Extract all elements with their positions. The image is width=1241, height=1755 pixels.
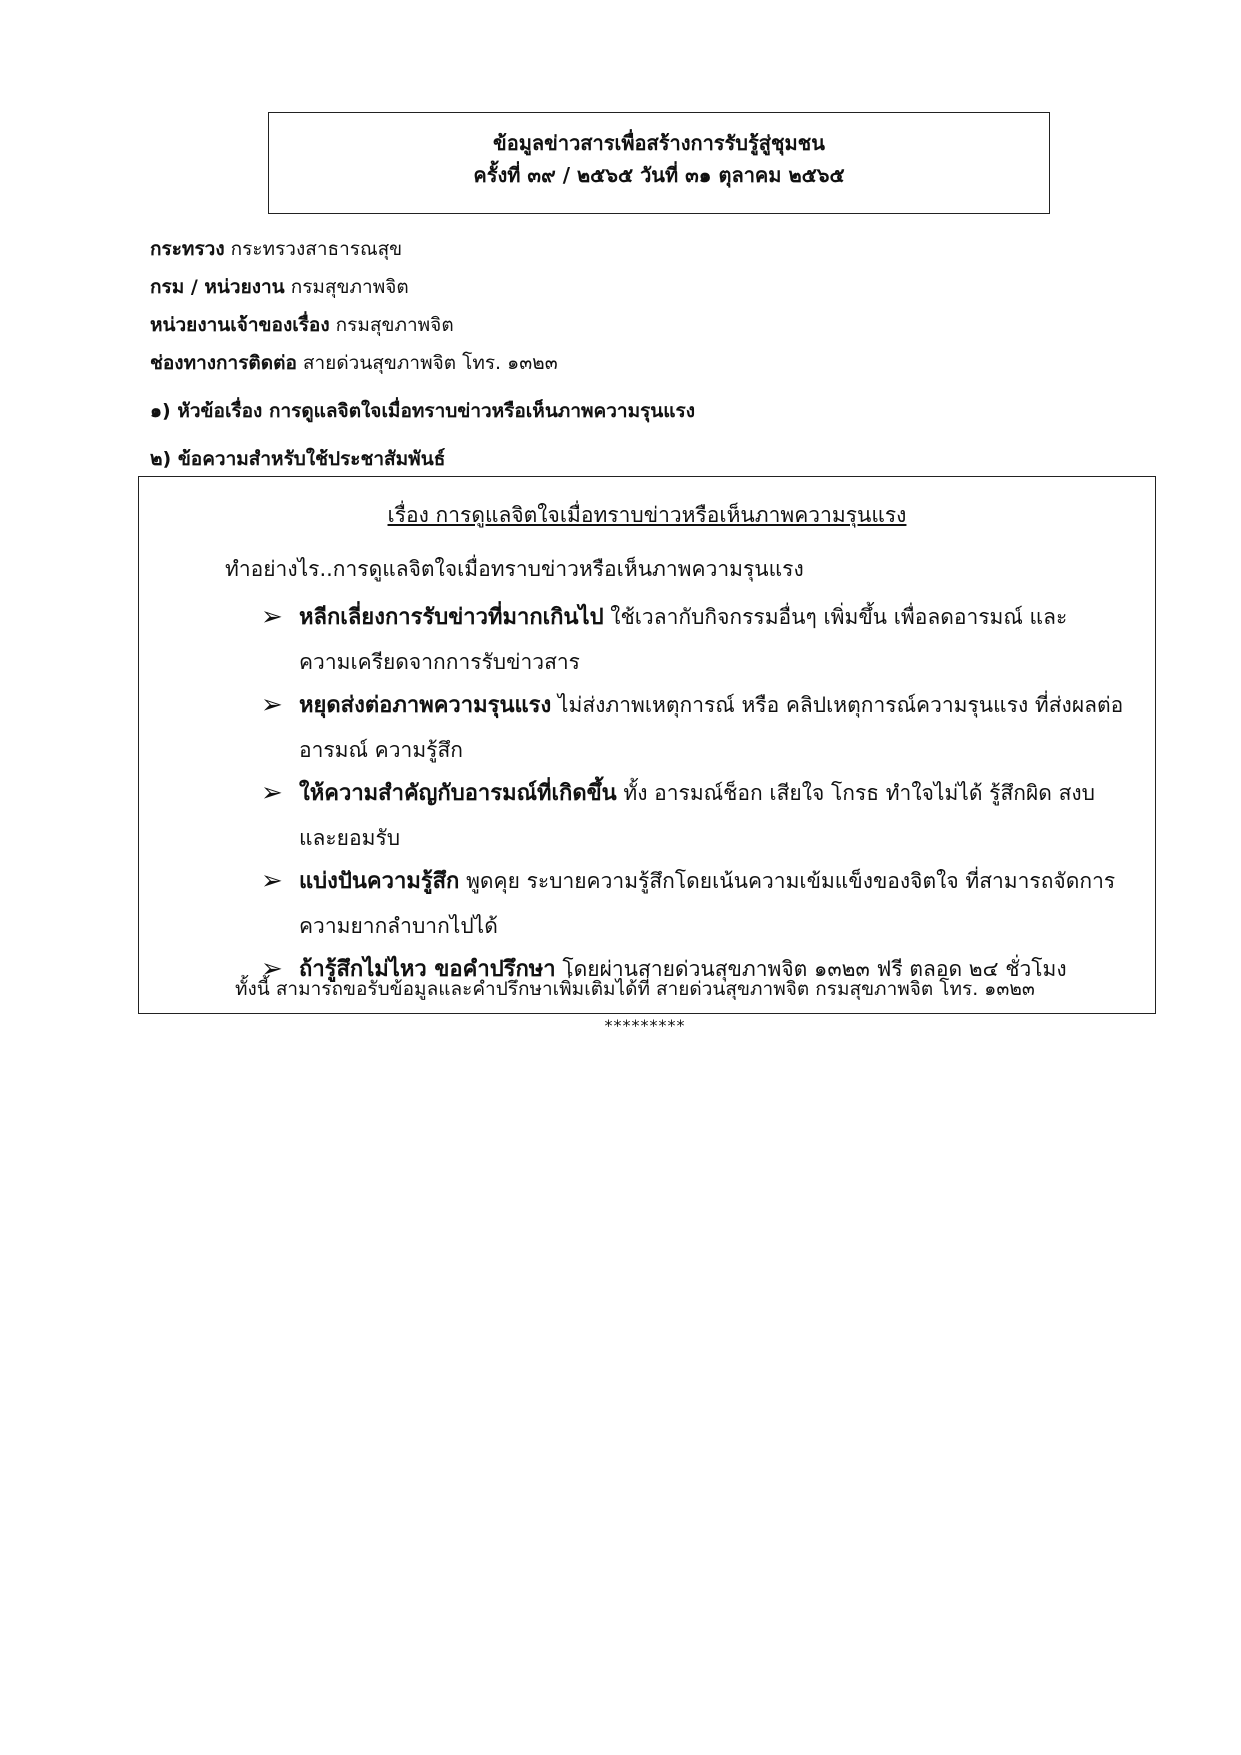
end-marker: ********* [604, 1016, 686, 1035]
meta-contact [150, 344, 1150, 382]
ministry-label: กระทรวง [150, 238, 225, 260]
story-title: เรื่อง การดูแลจิตใจเมื่อทราบข่าวหรือเห็นภาพความรุนแรง [387, 503, 907, 527]
bullet-text: ใช้เวลากับกิจกรรมอื่นๆ เพิ่มขึ้น เพื่อลดอารมณ์ และความเครียดจากการรับข่าวสาร [299, 605, 1068, 674]
bullet-heading: หลีกเลี่ยงการรับข่าวที่มากเกินไป [299, 605, 604, 630]
owner-label: หน่วยงานเจ้าของเรื่อง [150, 314, 330, 336]
issue-date-line: ครั้งที่ ๓๙ / ๒๕๖๕ วันที่ ๓๑ ตุลาคม ๒๕๖๕ [473, 163, 845, 187]
arrow-bullet-icon: ➢ [261, 954, 283, 984]
bullet-item [261, 683, 1129, 771]
meta-block [150, 230, 1150, 382]
bullet-text: ไม่ส่งภาพเหตุการณ์ หรือ คลิปเหตุการณ์ความรุนแรง ที่ส่งผลต่ออารมณ์ ความรู้สึก [299, 693, 1124, 762]
pr-content-box [138, 476, 1156, 1014]
footer-note: ทั้งนี้ สามารถขอรับข้อมูลและคำปรึกษาเพิ่มเติมได้ที่ สายด่วนสุขภาพจิต กรมสุขภาพจิต โทร. ๑๓๒๓ [235, 978, 1035, 1000]
bullet-heading: ถ้ารู้สึกไม่ไหว ขอคำปรึกษา [299, 957, 556, 982]
meta-department [150, 268, 1150, 306]
bullet-heading: หยุดส่งต่อภาพความรุนแรง [299, 693, 552, 718]
arrow-bullet-icon: ➢ [261, 602, 283, 632]
bullet-text: ทั้ง อารมณ์ช็อก เสียใจ โกรธ ทำใจไม่ได้ รู้สึกผิด สงบและยอมรับ [299, 781, 1096, 850]
bullet-heading: ให้ความสำคัญกับอารมณ์ที่เกิดขึ้น [299, 781, 617, 806]
contact-label: ช่องทางการติดต่อ [150, 352, 297, 374]
bullet-item [261, 771, 1129, 859]
meta-owner [150, 306, 1150, 344]
contact-value: สายด่วนสุขภาพจิต โทร. ๑๓๒๓ [296, 352, 558, 374]
owner-value: กรมสุขภาพจิต [329, 314, 454, 336]
department-label: กรม / หน่วยงาน [150, 276, 285, 298]
bullet-item [261, 859, 1129, 947]
meta-ministry [150, 230, 1150, 268]
bullet-item [261, 595, 1129, 683]
arrow-bullet-icon: ➢ [261, 690, 283, 720]
ministry-value: กระทรวงสาธารณสุข [224, 238, 403, 260]
department-value: กรมสุขภาพจิต [284, 276, 409, 298]
bullet-text: โดยผ่านสายด่วนสุขภาพจิต ๑๓๒๓ ฟรี ตลอด ๒๔ ชั่วโมง [555, 957, 1067, 981]
document-title: ข้อมูลข่าวสารเพื่อสร้างการรับรู้สู่ชุมชน [493, 131, 825, 155]
bullet-text: พูดคุย ระบายความรู้สึกโดยเน้นความเข้มแข็งของจิตใจ ที่สามารถจัดการความยากลำบากไปได้ [299, 869, 1116, 938]
section-pr-message: ๒) ข้อความสำหรับใช้ประชาสัมพันธ์ [150, 448, 446, 470]
bullet-list [261, 595, 1129, 999]
header-box [268, 112, 1050, 214]
section-topic: ๑) หัวข้อเรื่อง การดูแลจิตใจเมื่อทราบข่าวหรือเห็นภาพความรุนแรง [150, 400, 696, 422]
bullet-heading: แบ่งปันความรู้สึก [299, 869, 460, 894]
arrow-bullet-icon: ➢ [261, 866, 283, 896]
arrow-bullet-icon: ➢ [261, 778, 283, 808]
intro-text: ทำอย่างไร..การดูแลจิตใจเมื่อทราบข่าวหรือเห็นภาพความรุนแรง [225, 557, 804, 581]
